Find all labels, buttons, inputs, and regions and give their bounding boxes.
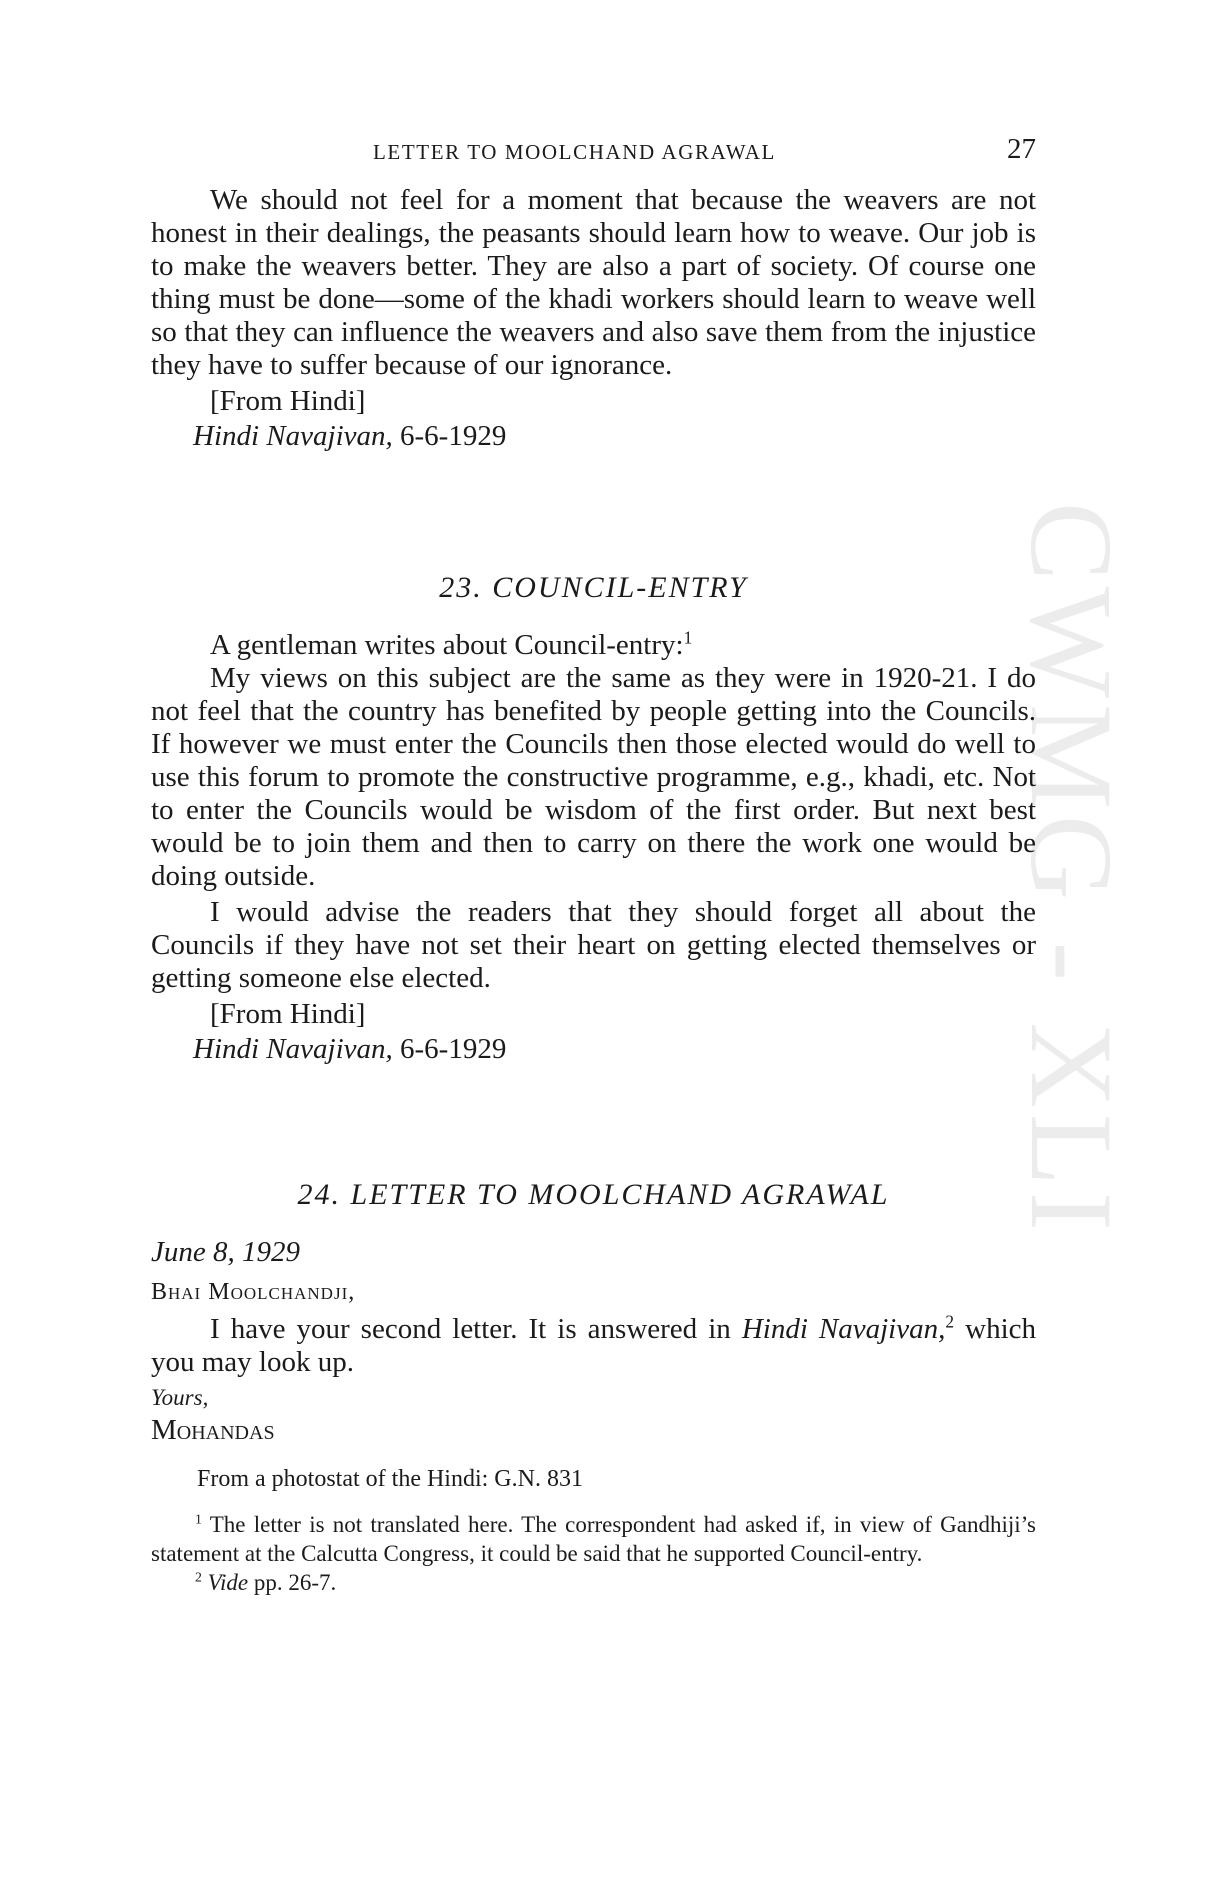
footnote-2-italic: Vide: [207, 1570, 249, 1595]
footnote-ref-1: 1: [683, 627, 693, 648]
footnote-2-text: pp. 26-7.: [253, 1570, 337, 1595]
closing: Yours,: [151, 1385, 209, 1410]
letter-date-year: 1929: [242, 1236, 300, 1268]
footnote-2-mark: 2: [195, 1569, 202, 1585]
section-24-body: [151, 1236, 1036, 1496]
source-note: [From Hindi]: [210, 385, 366, 417]
salutation: Bhai Moolchandji,: [151, 1279, 356, 1305]
signature: Mohandas: [151, 1414, 275, 1446]
citation-date: 6-6-1929: [400, 1033, 507, 1065]
section-23-intro-text: A gentleman writes about Council-entry:: [210, 629, 684, 661]
running-head: LETTER TO MOOLCHAND AGRAWAL: [373, 140, 776, 164]
citation-title: Hindi Navajivan,: [193, 420, 393, 452]
footnote-1-text: The letter is not translated here. The correspondent had asked if, in view of Gandhiji’s statement at the Calcutta Congress, it could be said that he supported Council-entry.: [151, 1512, 1036, 1566]
footnotes: [151, 1510, 1036, 1597]
citation-title: Hindi Navajivan,: [193, 1033, 393, 1065]
letter-body: [151, 1313, 1036, 1379]
letter-source: From a photostat of the Hindi: G.N. 831: [197, 1466, 583, 1492]
section-24-title: LETTER TO MOOLCHAND AGRAWAL: [350, 1178, 890, 1211]
letter-body-start: I have your second letter. It is answered in: [210, 1313, 731, 1345]
footnote-1-mark: 1: [195, 1511, 202, 1527]
section-23-para-2: I would advise the readers that they should forget all about the Councils if they have not set their heart on getting elected themselves or getting someone else elected.: [151, 896, 1036, 994]
letter-date-day: June 8,: [151, 1236, 235, 1268]
section-23-heading: [151, 571, 1036, 605]
section-23-number: 23.: [439, 571, 483, 604]
page-header: [151, 133, 1036, 169]
section-24-number: 24.: [297, 1178, 342, 1211]
section-24-heading: [151, 1178, 1036, 1212]
footnote-ref-2: 2: [945, 1311, 955, 1332]
section-23-title: COUNCIL-ENTRY: [492, 571, 748, 604]
section-23-body: [151, 629, 1036, 1066]
citation: [151, 1033, 1036, 1066]
letter-body-italic: Hindi Navajivan,: [741, 1313, 946, 1345]
section-23-para-1: My views on this subject are the same as they were in 1920-21. I do not feel that the country has benefited by people getting into the Councils. If however we must enter the Councils then those elected would do well to use this forum to promote the constructive programme, e.g., khadi, etc. Not to enter the Councils would be wisdom of the first order. But next best would be to join them and then to carry on there the work one would be doing outside.: [151, 662, 1036, 892]
continuation-block: [151, 184, 1036, 453]
letter-date: [151, 1236, 1036, 1269]
citation-date: 6-6-1929: [400, 420, 507, 452]
section-23-intro: [151, 629, 1036, 662]
page-number: 27: [1007, 133, 1036, 165]
cwmg-watermark: CWMG - XLI: [1006, 502, 1137, 1238]
letter-body-end: which you may look up.: [151, 1313, 1036, 1378]
citation: [151, 420, 1036, 453]
footnote-2: [151, 1568, 1036, 1597]
continuation-paragraph: We should not feel for a moment that because the weavers are not honest in their dealings, the peasants should learn how to weave. Our job is to make the weavers better. They are also a part of society. Of course one thing must be done—some of the khadi workers should learn to weave well so that they can influence the weavers and also save them from the injustice they have to suffer because of our ignorance.: [151, 184, 1036, 381]
source-note: [From Hindi]: [210, 998, 366, 1030]
footnote-1: [151, 1510, 1036, 1568]
